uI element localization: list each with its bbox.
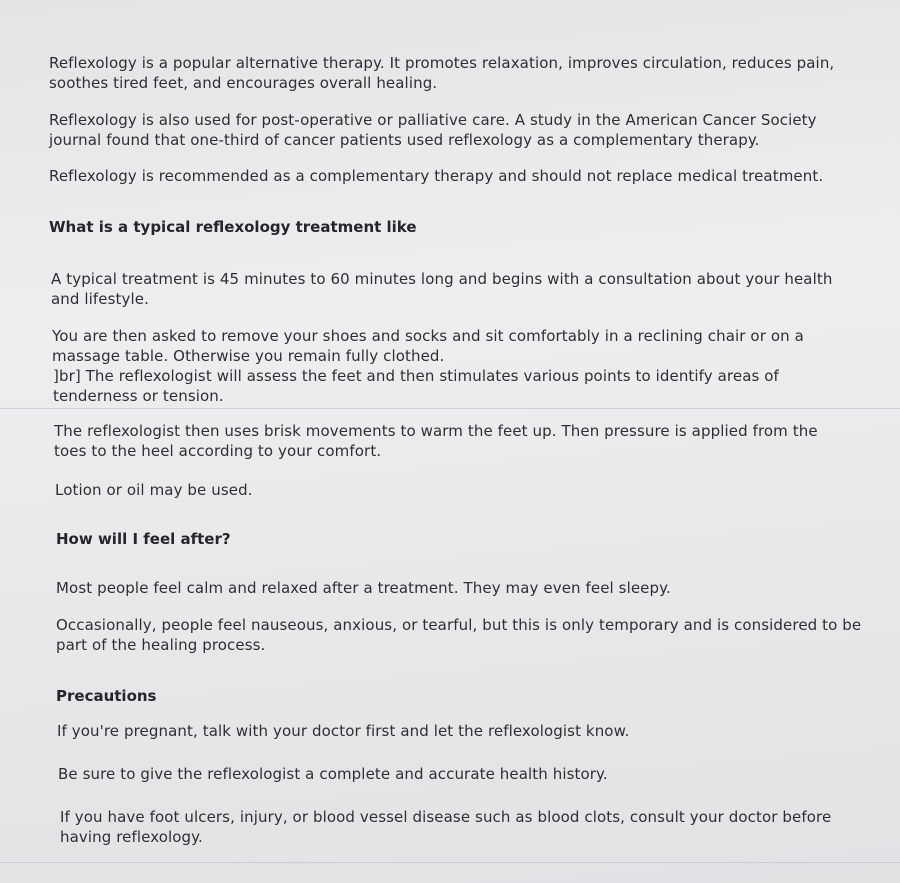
paper-fold — [0, 862, 900, 863]
section-paragraph: The reflexologist then uses brisk movements to warm the feet up. Then pressure is applied from the toes to the heel according to your comfort. — [54, 422, 818, 460]
section-paragraph: Be sure to give the reflexologist a complete and accurate health history. — [58, 765, 608, 783]
intro-paragraph: Reflexology is a popular alternative therapy. It promotes relaxation, improves circulation, reduces pain, soothes tired feet, and encourages overall healing. — [49, 54, 835, 92]
section-heading: How will I feel after? — [56, 530, 231, 548]
section-paragraph: If you have foot ulcers, injury, or blood vessel disease such as blood clots, consult your doctor before having reflexology. — [60, 808, 832, 846]
paper-fold — [0, 408, 900, 409]
section-heading: Precautions — [56, 687, 157, 705]
section-paragraph: You are then asked to remove your shoes and socks and sit comfortably in a reclining chair or on a massage table. Otherwise you remain fully clothed. — [52, 327, 804, 365]
section-paragraph: Most people feel calm and relaxed after a treatment. They may even feel sleepy. — [56, 579, 671, 597]
section-paragraph: Occasionally, people feel nauseous, anxious, or tearful, but this is only temporary and is considered to be part of the healing process. — [56, 616, 862, 654]
section-paragraph: If you're pregnant, talk with your doctor first and let the reflexologist know. — [57, 722, 630, 740]
intro-paragraph: Reflexology is recommended as a complementary therapy and should not replace medical treatment. — [49, 167, 824, 185]
section-paragraph: ]br] The reflexologist will assess the feet and then stimulates various points to identify areas of tenderness or tension. — [53, 367, 779, 405]
intro-paragraph: Reflexology is also used for post-operative or palliative care. A study in the American Cancer Society journal found that one-third of cancer patients used reflexology as a complementary therapy. — [49, 111, 817, 149]
section-heading: What is a typical reflexology treatment like — [49, 218, 417, 236]
section-paragraph: Lotion or oil may be used. — [55, 481, 253, 499]
section-paragraph: A typical treatment is 45 minutes to 60 minutes long and begins with a consultation about your health and lifestyle. — [51, 270, 833, 308]
